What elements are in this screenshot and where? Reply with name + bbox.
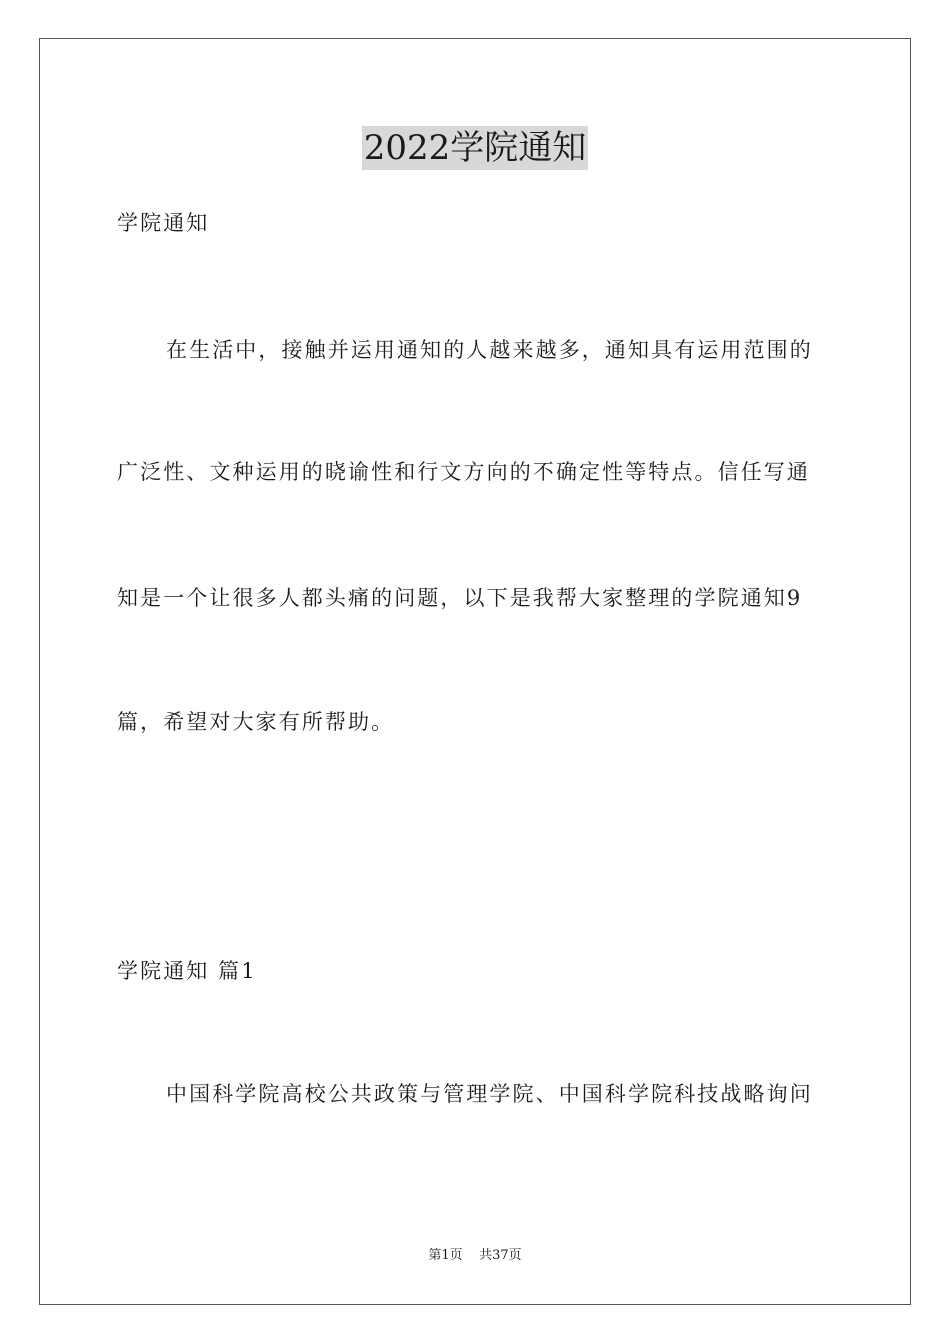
intro-paragraph-line: 知是一个让很多人都头痛的问题，以下是我帮大家整理的学院通知9 (117, 586, 803, 610)
page-footer: 第1页 共37页 (428, 1248, 522, 1263)
intro-paragraph-line: 在生活中，接触并运用通知的人越来越多，通知具有运用范围的 (166, 338, 813, 362)
intro-paragraph-line: 广泛性、文种运用的晓谕性和行文方向的不确定性等特点。信任写通 (117, 460, 810, 484)
title-container (0, 126, 950, 170)
section-paragraph-line: 中国科学院高校公共政策与管理学院、中国科学院科技战略询问 (166, 1082, 813, 1106)
document-title: 2022学院通知 (363, 128, 587, 168)
intro-paragraph-line: 篇，希望对大家有所帮助。 (117, 710, 395, 734)
document-heading: 学院通知 (117, 211, 210, 235)
section-heading: 学院通知 篇1 (117, 959, 257, 983)
